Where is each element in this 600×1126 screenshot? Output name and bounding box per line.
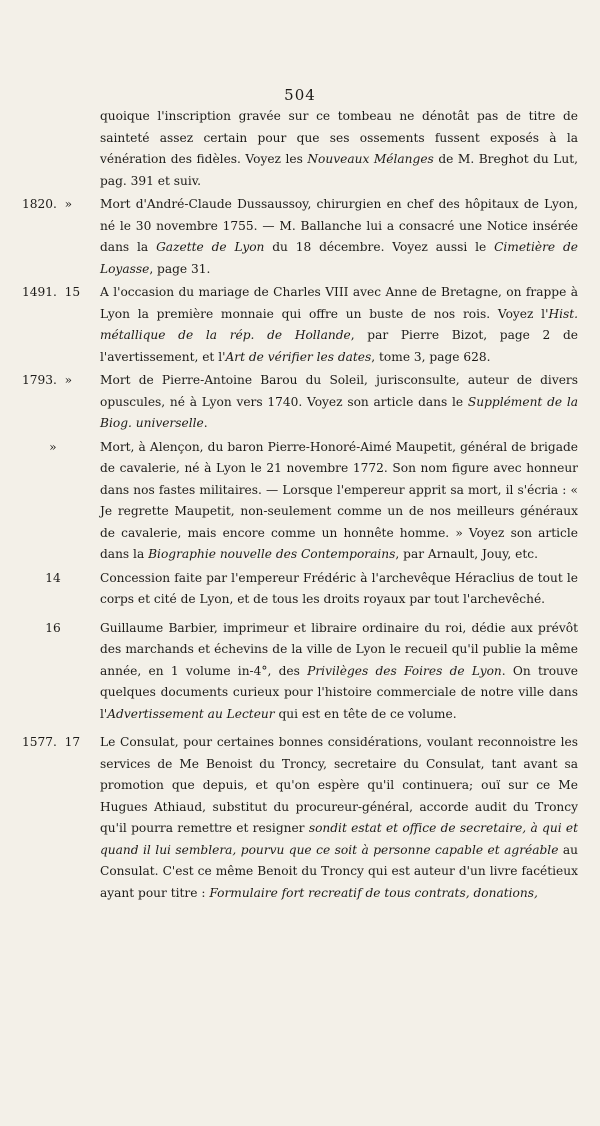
italic-title-text: Art de vérifier les dates — [225, 349, 372, 364]
entry-text — [22, 437, 578, 566]
entry-text-segment: , tome 3, page 628. — [371, 349, 491, 364]
italic-title-text: Nouveaux Mélanges — [307, 152, 434, 166]
chronicle-entry — [22, 437, 578, 566]
entry-text — [22, 732, 578, 904]
entry-text-segment: quoique l'inscription gravée sur ce tombeau ne dénotât pas de titre de sainteté assez certain pour que ses ossements fussent exposés à la vénération des fidèles. Voyez les — [100, 109, 578, 166]
italic-title-text: Gazette de Lyon — [156, 240, 265, 254]
entry-date-marker: 1491. 15 — [22, 285, 81, 299]
entry-text-segment: Mort, à Alençon, du baron Pierre-Honoré-Aimé Maupetit, général de brigade de cavalerie, né à Lyon le 21 novembre 1772. Son nom figure avec honneur dans nos fastes militaires. — Lorsque l'empereur apprit sa mort, il s'écria : « Je regrette Maupetit, non-seulement comme un de nos meilleurs généraux de cavalerie, mais encore comme un honnête homme. » Voyez son article dans la — [100, 439, 578, 561]
entry-date-marker: 1820. » — [22, 197, 73, 211]
entry-text-segment: qui est en tête de ce volume. — [274, 706, 457, 721]
chronicle-entry — [22, 370, 578, 435]
entry-date-marker: 16 — [22, 620, 61, 635]
entry-date-marker: 1577. 17 — [22, 735, 81, 749]
chronicle-entry — [22, 194, 578, 280]
chronicle-entry — [22, 618, 578, 726]
entry-text — [22, 618, 578, 726]
italic-title-text: Supplément de la Biog. universelle — [100, 394, 579, 430]
entry-text — [22, 370, 578, 435]
entry-text-segment: Concession faite par l'empereur Frédéric à l'archevêque Héraclius de tout le corps et cité de Lyon, et de tous les droits royaux par tout l'archevêché. — [100, 570, 578, 606]
chronicle-entry — [22, 282, 578, 368]
entry-text — [22, 194, 578, 280]
italic-title-text: Cimetière de Loyasse — [100, 240, 578, 276]
entry-text-segment: au Consulat. C'est ce même Benoit du Troncy qui est auteur d'un livre facétieux ayant pour titre : — [100, 842, 579, 900]
entry-text-segment: . On trouve quelques documents curieux pour l'histoire commerciale de notre ville dans l' — [100, 663, 578, 721]
entry-text-segment: , page 31. — [149, 261, 211, 276]
entry-text-segment: . — [203, 416, 208, 430]
entry-text — [22, 106, 578, 192]
chronicle-entry — [22, 732, 578, 904]
entry-text-segment: A l'occasion du mariage de Charles VIII avec Anne de Bretagne, on frappe à Lyon la première monnaie qui offre un buste de nos rois. Voyez l' — [100, 285, 578, 321]
italic-title-text: Hist. métallique de la rép. de Hollande — [100, 306, 578, 342]
page-body — [22, 106, 578, 906]
entry-date-marker: 1793. » — [22, 373, 73, 387]
page-number: 504 — [284, 86, 316, 104]
entry-text-segment: , par Pierre Bizot, page 2 de l'avertissement, et l' — [100, 328, 578, 364]
chronicle-entry — [22, 106, 578, 192]
italic-title-text: Privilèges des Foires de Lyon — [307, 663, 502, 678]
italic-title-text: Biographie nouvelle des Contemporains — [148, 547, 396, 561]
entry-text — [22, 568, 578, 611]
italic-title-text: sondit estat et office de secretaire, à qui et quand il lui semblera, pourvu que ce soit à personne capable et agréable — [100, 821, 578, 857]
entry-text-segment: Guillaume Barbier, imprimeur et libraire ordinaire du roi, dédie aux prévôt des marchands et échevins de la ville de Lyon le recueil qu'il publie la même année, en 1 volume in-4°, des — [100, 620, 578, 678]
entry-text-segment: , par Arnault, Jouy, etc. — [395, 547, 538, 561]
entry-text-segment: Mort d'André-Claude Dussaussoy, chirurgien en chef des hôpitaux de Lyon, né le 30 novembre 1755. — M. Ballanche lui a consacré une Notice insérée dans la — [100, 197, 578, 254]
entry-text-segment: Le Consulat, pour certaines bonnes considérations, voulant reconnoistre les services de Me Benoist du Troncy, secretaire du Consulat, tant avant sa promotion que depuis, et qu'on espère qu'il continuera; ouï sur ce Me Hugues Athiaud, substitut du procureur-général, accorde audit du Troncy qu'il pourra remettre et resigner — [100, 735, 578, 835]
italic-title-text: Advertissement au Lecteur — [107, 706, 275, 721]
entry-date-marker: » — [22, 439, 57, 454]
italic-title-text: Formulaire fort recreatif de tous contrats, donations, — [209, 885, 538, 900]
chronicle-entry — [22, 568, 578, 611]
entry-text — [22, 282, 578, 368]
entry-text-segment: du 18 décembre. Voyez aussi le — [264, 240, 495, 254]
entry-text-segment: de M. Breghot du Lut, pag. 391 et suiv. — [100, 152, 578, 188]
entry-date-marker: 14 — [22, 570, 61, 585]
entry-text-segment: Mort de Pierre-Antoine Barou du Soleil, jurisconsulte, auteur de divers opuscules, né à Lyon vers 1740. Voyez son article dans le — [100, 373, 578, 409]
